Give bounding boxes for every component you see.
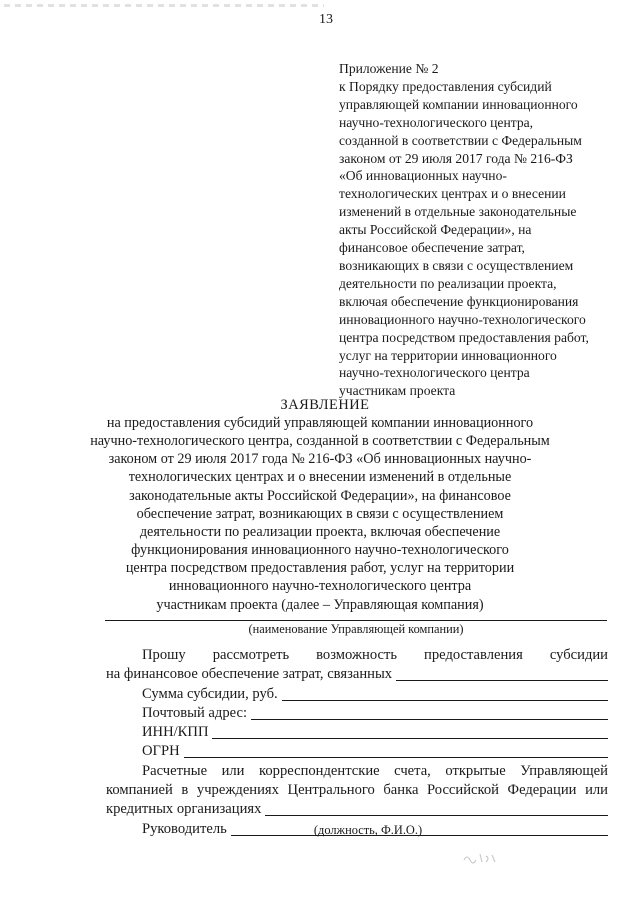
accounts-word: учреждениях — [196, 782, 279, 799]
accounts-word: или — [585, 782, 608, 799]
page-number: 13 — [319, 12, 333, 27]
ogrn-field[interactable] — [184, 743, 608, 758]
appendix-line: Приложение № 2 — [339, 61, 439, 76]
appendix-line: центра посредством предоставления работ, — [339, 329, 589, 345]
ogrn-label: ОГРН — [142, 743, 180, 760]
subtitle-line: технологических центрах и о внесении изменений в отдельные — [128, 469, 512, 486]
request-word: рассмотреть — [212, 647, 290, 663]
subtitle-line: законом от 29 июля 2017 года № 216-ФЗ «Об инновационных научно- — [108, 451, 532, 468]
appendix-line: инновационного научно-технологического — [339, 311, 586, 327]
appendix-line: возникающих в связи с осуществлением — [339, 257, 574, 273]
accounts-word: в — [181, 782, 189, 799]
postal-address-row — [106, 704, 608, 723]
subtitle-line: научно-технологического центра, созданной в соответствии с Федеральным — [90, 433, 550, 450]
subtitle-line: деятельности по реализации проекта, включая обеспечение — [139, 523, 501, 540]
appendix-line: научно-технологического центра, — [339, 114, 534, 130]
appendix-line: включая обеспечение функционирования — [339, 293, 579, 309]
appendix-line: акты Российской Федерации», на — [339, 222, 532, 238]
request-line-1 — [106, 646, 608, 665]
accounts-word: банка — [383, 782, 419, 799]
appendix-line: научно-технологического центра — [339, 365, 530, 381]
postal-address-label: Почтовый адрес: — [142, 704, 248, 721]
accounts-line-1 — [106, 762, 608, 781]
accounts-field[interactable] — [265, 801, 608, 816]
appendix-line: управляющей компании инновационного — [339, 96, 578, 112]
appendix-line: созданной в соответствии с Федеральным — [339, 132, 582, 148]
statement-subtitle — [80, 414, 560, 614]
subtitle-line: обеспечение затрат, возникающих в связи с осуществлением — [136, 505, 504, 522]
request-word: субсидии — [549, 647, 608, 663]
accounts-word: счета, — [394, 762, 431, 779]
appendix-line: «Об инновационных научно- — [339, 168, 507, 184]
appendix-header — [339, 60, 634, 400]
scan-artifact — [4, 4, 324, 7]
subtitle-line: законодательные акты Российской Федерации», на финансовое — [129, 487, 511, 504]
company-name-caption: (наименование Управляющей компании) — [248, 622, 464, 636]
accounts-word: открытые — [445, 762, 506, 779]
subtitle-line: на предоставления субсидий управляющей компании инновационного — [106, 415, 534, 431]
accounts-word: Центрального — [287, 782, 375, 799]
appendix-line: законом от 29 июля 2017 года № 216-ФЗ — [339, 150, 573, 166]
head-label: Руководитель — [142, 820, 227, 837]
subtitle-line: центра посредством предоставления работ, услуг на территории — [125, 560, 515, 577]
appendix-line: изменений в отдельные законодательные — [339, 204, 577, 220]
request-word: предоставления — [424, 647, 523, 663]
subtitle-line: функционирования инновационного научно-технологического — [131, 542, 509, 559]
inn-kpp-row — [106, 723, 608, 742]
request-line-2 — [106, 665, 608, 684]
accounts-word: или — [221, 762, 245, 779]
accounts-line-2 — [106, 781, 608, 800]
application-form — [106, 646, 608, 839]
request-word: Прошу — [142, 647, 186, 663]
inn-kpp-field[interactable] — [212, 724, 608, 739]
accounts-word: Российской — [427, 782, 499, 799]
inn-kpp-label: ИНН/КПП — [142, 724, 209, 741]
appendix-line: к Порядку предоставления субсидий — [339, 78, 552, 94]
accounts-word: Расчетные — [142, 762, 208, 779]
accounts-word: Федерации — [507, 782, 577, 799]
ogrn-row — [106, 742, 608, 761]
stamp-trace-mark — [460, 850, 500, 866]
subsidy-sum-row — [106, 685, 608, 704]
appendix-line: деятельности по реализации проекта, — [339, 275, 557, 291]
accounts-credit-label: кредитных организациях — [106, 801, 262, 818]
subtitle-line: участникам проекта (далее – Управляющая компания) — [156, 596, 484, 613]
accounts-word: корреспондентские — [259, 762, 380, 779]
accounts-word: Управляющей — [520, 762, 608, 779]
accounts-line-3 — [106, 800, 608, 819]
appendix-line: услуг на территории инновационного — [339, 347, 557, 363]
head-caption: (должность, Ф.И.О.) — [313, 823, 423, 837]
subtitle-line: инновационного научно-технологического центра — [168, 578, 472, 595]
subsidy-sum-field[interactable] — [282, 686, 608, 701]
appendix-line: участникам проекта — [339, 383, 456, 399]
appendix-line: технологических центрах и о внесении — [339, 186, 566, 202]
request-word: возможность — [316, 647, 398, 663]
statement-title: ЗАЯВЛЕНИЕ — [280, 397, 370, 413]
request-purpose-label: на финансовое обеспечение затрат, связанных — [106, 666, 393, 683]
company-name-field-line[interactable] — [105, 620, 607, 621]
accounts-word: компанией — [106, 782, 173, 799]
subsidy-sum-label: Сумма субсидии, руб. — [142, 685, 278, 702]
appendix-line: финансовое обеспечение затрат, — [339, 240, 525, 256]
postal-address-field[interactable] — [251, 705, 608, 720]
request-purpose-field[interactable] — [396, 666, 608, 681]
